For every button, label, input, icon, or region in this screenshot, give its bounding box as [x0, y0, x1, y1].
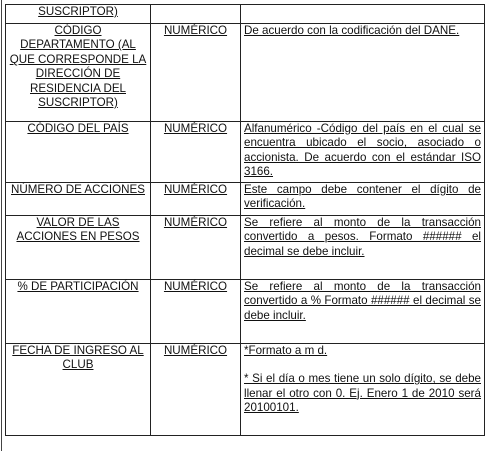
field-name-cell [6, 122, 151, 183]
field-name: CÓDIGO DEL PAÍS [27, 122, 129, 135]
field-type: NUMÉRICO [163, 216, 228, 229]
field-name: % DE PARTICIPACIÓN [17, 280, 139, 293]
field-type: NUMÉRICO [163, 122, 228, 135]
field-description: *Formato a m d. [244, 344, 328, 357]
description-cell [241, 216, 485, 280]
field-description: Se refiere al monto de la transacción convertido a pesos. Formato ###### el decimal se debe incluir. [244, 216, 481, 258]
field-name-cell [6, 5, 151, 24]
table-row [6, 280, 485, 344]
field-name-cell [6, 183, 151, 216]
field-description: Este campo debe contener el dígito de verificación. [244, 183, 481, 211]
margin-rule [1, 0, 2, 451]
table-row [6, 5, 485, 24]
type-cell [151, 183, 241, 216]
field-name-cell [6, 280, 151, 344]
field-type: NUMÉRICO [163, 183, 228, 196]
field-spec-table [5, 4, 485, 436]
field-description: De acuerdo con la codificación del DANE. [244, 24, 460, 37]
table-row [6, 122, 485, 183]
field-type: NUMÉRICO [163, 280, 228, 293]
field-name: VALOR DE LAS ACCIONES EN PESOS [16, 216, 140, 244]
description-cell [241, 344, 485, 436]
field-type: NUMÉRICO [163, 24, 228, 37]
field-type: NUMÉRICO [163, 344, 228, 357]
field-name: NÚMERO DE ACCIONES [11, 183, 145, 196]
field-description: Alfanumérico -Código del país en el cual se encuentra ubicado el socio, asociado o accionista. De acuerdo con el estándar ISO 3166. [244, 122, 481, 179]
table-row [6, 183, 485, 216]
field-name-cell [6, 24, 151, 122]
paragraph-gap [244, 358, 481, 372]
type-cell [151, 280, 241, 344]
description-cell [241, 280, 485, 344]
field-name: CÓDIGO DEPARTAMENTO (AL QUE CORRESPONDE LA DIRECCIÓN DE RESIDENCIA DEL SUSCRIPTOR) [9, 24, 147, 110]
field-name-cell [6, 216, 151, 280]
field-description-note: * Si el día o mes tiene un solo dígito, se debe llenar el otro con 0. Ej. Enero 1 de 2010 será 20100101. [244, 372, 481, 415]
field-name: FECHA DE INGRESO AL CLUB [12, 344, 144, 372]
field-name: SUSCRIPTOR) [38, 5, 118, 18]
type-cell [151, 122, 241, 183]
type-cell [151, 344, 241, 436]
table-row [6, 216, 485, 280]
description-cell [241, 24, 485, 122]
description-cell [241, 5, 485, 24]
description-cell [241, 183, 485, 216]
type-cell [151, 24, 241, 122]
type-cell [151, 5, 241, 24]
field-name-cell [6, 344, 151, 436]
table-row [6, 344, 485, 436]
type-cell [151, 216, 241, 280]
field-description: Se refiere al monto de la transacción convertido a % Formato ###### el decimal se debe incluir. [244, 280, 481, 322]
table-row [6, 24, 485, 122]
description-cell [241, 122, 485, 183]
